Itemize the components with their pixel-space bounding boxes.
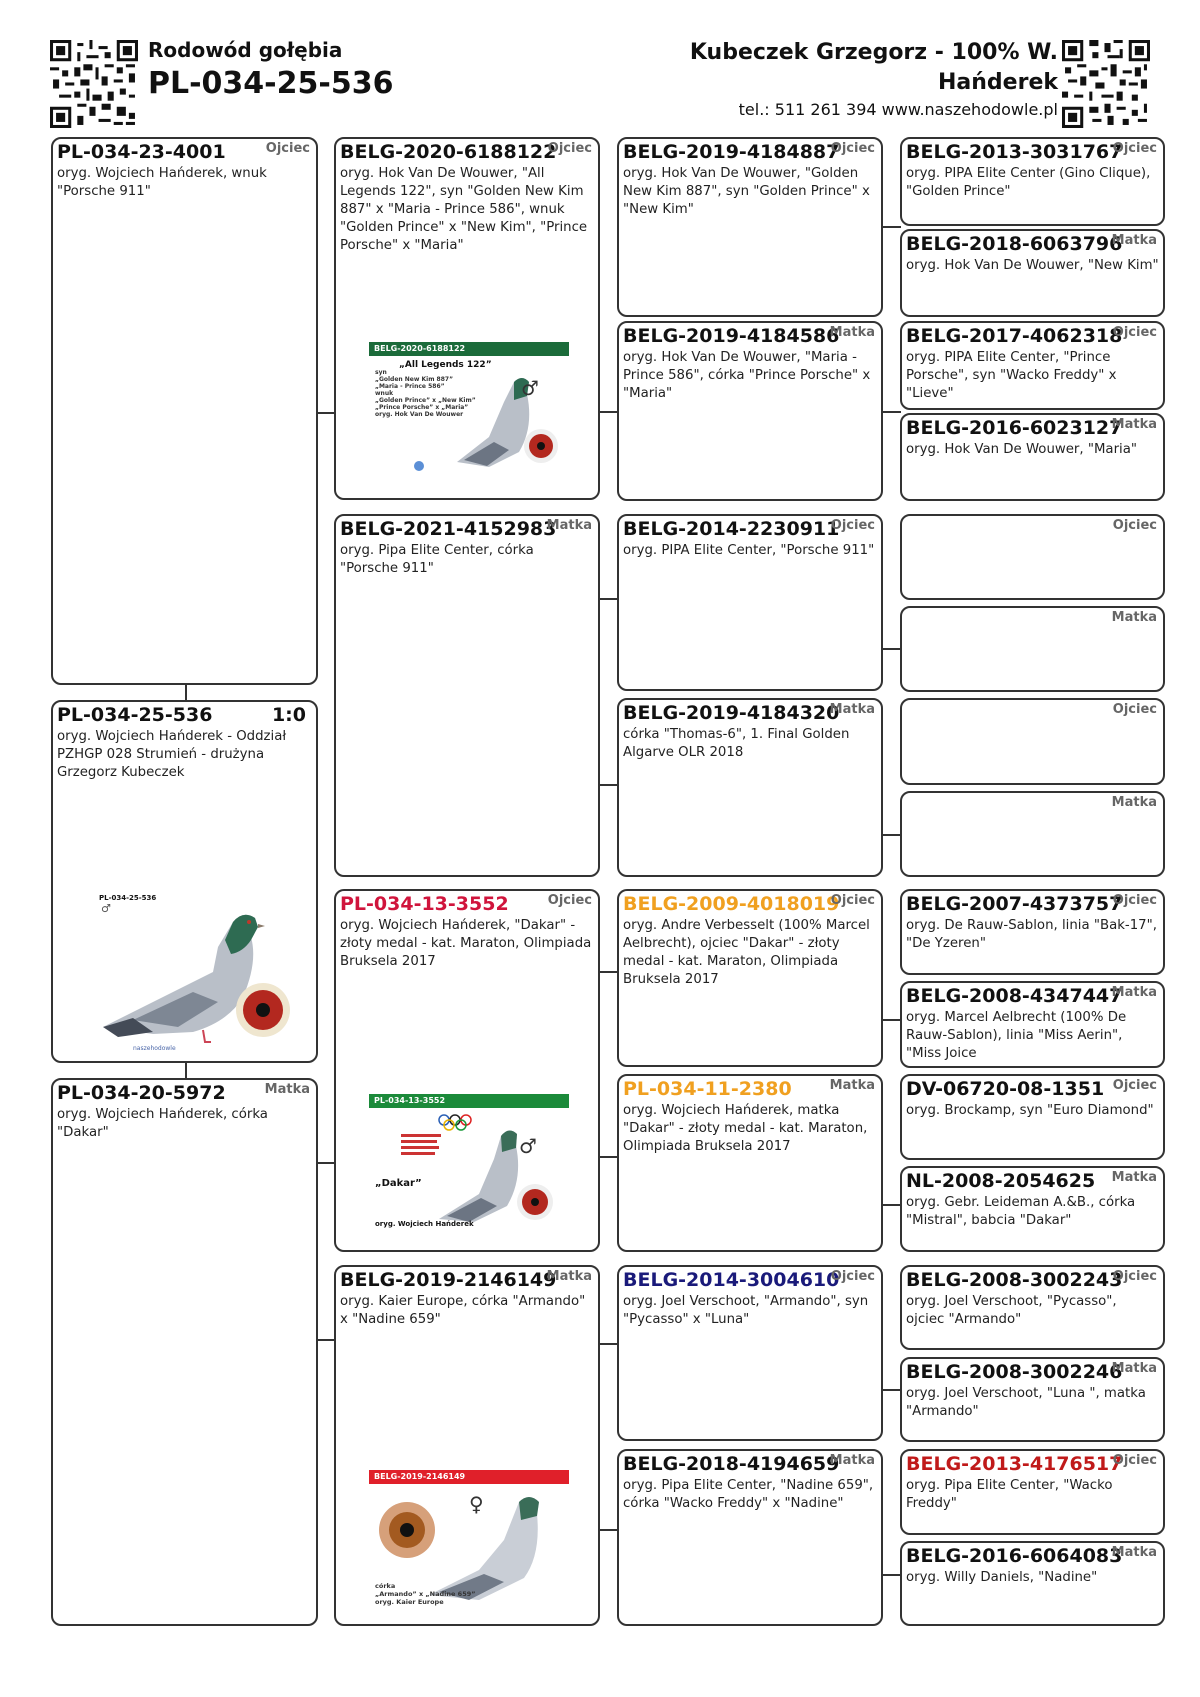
origin-description: oryg. PIPA Elite Center, "Porsche 911" [623, 543, 875, 558]
role-label: Matka [1111, 1545, 1157, 1560]
banner-label: BELG-2019-2146149 [374, 1472, 466, 1481]
contact-info: tel.: 511 261 394 www.naszehodowle.pl [738, 100, 1058, 119]
ring-number: BELG-2019-4184586 [623, 325, 840, 347]
score-label: 1:0 [271, 704, 306, 726]
pedigree-card-subject[interactable] [51, 700, 318, 1063]
ring-number: PL-034-11-2380 [623, 1078, 792, 1100]
pedigree-card-g4-3[interactable] [900, 321, 1165, 410]
origin-description: oryg. Wojciech Hańderek, matka "Dakar" - złoty medal - kat. Maraton, Olimpiada Bruksela 2017 [623, 1103, 868, 1154]
ring-number: BELG-2014-3004610 [623, 1269, 840, 1291]
role-label: Matka [829, 1453, 875, 1468]
photo-line: „Golden New Kim 887” [375, 376, 454, 383]
role-label: Ojciec [1112, 1453, 1157, 1468]
origin-description: oryg. Marcel Aelbrecht (100% De Rauw-Sablon), linia "Miss Aerin", "Miss Joice [906, 1010, 1127, 1061]
role-label: Matka [546, 1269, 592, 1284]
ring-number: BELG-2008-3002243 [906, 1269, 1123, 1291]
photo-line: oryg. Hok Van De Wouwer [375, 411, 464, 418]
ring-number: BELG-2018-4194659 [623, 1453, 840, 1475]
origin-description: oryg. PIPA Elite Center (Gino Clique), "Golden Prince" [906, 166, 1151, 199]
pedigree-card-g4-9[interactable] [900, 889, 1165, 975]
origin-description: oryg. PIPA Elite Center, "Prince Porsche", syn "Wacko Freddy" x "Lieve" [906, 350, 1117, 401]
ring-number: BELG-2007-4373757 [906, 893, 1123, 915]
qr-code-left [50, 40, 138, 128]
pedigree-card-g4-15[interactable] [900, 1449, 1165, 1535]
ring-number: NL-2008-2054625 [906, 1170, 1096, 1192]
photo-line: syn [375, 369, 387, 376]
pedigree-card-g3-6[interactable] [617, 1074, 883, 1252]
qr-code-left-graphic [50, 40, 138, 128]
role-label: Ojciec [265, 141, 310, 156]
banner-label: PL-034-13-3552 [374, 1096, 446, 1105]
pedigree-card-g3-7[interactable] [617, 1265, 883, 1441]
pedigree-card-g2-2[interactable] [334, 514, 600, 877]
ring-number: DV-06720-08-1351 [906, 1078, 1105, 1100]
role-label: Ojciec [830, 518, 875, 533]
pedigree-card-g2-3[interactable] [334, 889, 600, 1252]
ring-number: BELG-2021-4152983 [340, 518, 557, 540]
origin-description: oryg. Brockamp, syn "Euro Diamond" [906, 1103, 1154, 1118]
pedigree-card-g4-16[interactable] [900, 1541, 1165, 1626]
origin-description: oryg. Joel Verschoot, "Pycasso", ojciec "Armando" [906, 1294, 1117, 1327]
origin-description: oryg. Hok Van De Wouwer, "Maria - Prince 586", córka "Prince Porsche" x "Maria" [623, 350, 871, 401]
role-label: Ojciec [547, 141, 592, 156]
male-icon: ♂ [519, 1134, 537, 1158]
ring-number: BELG-2008-3002246 [906, 1361, 1123, 1383]
ring-number: BELG-2013-4176517 [906, 1453, 1123, 1475]
role-label: Ojciec [1112, 325, 1157, 340]
photo-line: córka [375, 1582, 396, 1590]
origin-description: oryg. Hok Van De Wouwer, "All Legends 122", syn "Golden New Kim 887" x "Maria - Prince 586", wnuk "Golden Prince" x "New Kim", "Prince Porsche" x "Maria" [340, 166, 588, 253]
origin-description: oryg. Hok Van De Wouwer, "Golden New Kim 887", syn "Golden Prince" x "New Kim" [623, 166, 870, 217]
role-label: Ojciec [1112, 1269, 1157, 1284]
pedigree-card-sire[interactable] [51, 137, 318, 685]
role-label: Ojciec [1112, 518, 1157, 533]
origin-description: oryg. Hok Van De Wouwer, "Maria" [906, 442, 1138, 457]
pedigree-card-g2-4[interactable] [334, 1265, 600, 1626]
origin-description: oryg. Hok Van De Wouwer, "New Kim" [906, 258, 1159, 273]
photo-caption: PL-034-25-536 [99, 894, 157, 902]
male-icon: ♂ [521, 376, 539, 400]
pedigree-card-g4-4[interactable] [900, 413, 1165, 501]
ring-number: BELG-2019-4184320 [623, 702, 840, 724]
pigeon-card-image [369, 1094, 569, 1232]
role-label: Matka [1111, 985, 1157, 1000]
pedigree-card-g4-10[interactable] [900, 981, 1165, 1068]
female-icon: ♀ [469, 1492, 484, 1516]
ring-number: BELG-2009-4018019 [623, 893, 840, 915]
role-label: Ojciec [1112, 141, 1157, 156]
origin-description: oryg. Kaier Europe, córka "Armando" x "Nadine 659" [340, 1294, 586, 1327]
photo-line: „Golden Prince” x „New Kim” [375, 397, 476, 404]
pedigree-card-g4-1[interactable] [900, 137, 1165, 226]
origin-description: oryg. Pipa Elite Center, córka "Porsche 911" [340, 543, 534, 576]
photo-line: „Armando” x „Nadine 659” [375, 1590, 476, 1598]
origin-description: oryg. Pipa Elite Center, "Nadine 659", córka "Wacko Freddy" x "Nadine" [623, 1478, 874, 1511]
origin-description: oryg. Andre Verbesselt (100% Marcel Aelbrecht), ojciec "Dakar" - złoty medal - kat. Maraton, Olimpiada Bruksela 2017 [623, 918, 870, 987]
ring-number: BELG-2017-4062318 [906, 325, 1123, 347]
photo-line: „Prince Porsche” x „Maria” [375, 404, 469, 411]
ring-number: PL-034-20-5972 [57, 1082, 226, 1104]
ring-number: PL-034-25-536 [57, 704, 213, 726]
origin-description: oryg. Wojciech Hańderek, córka "Dakar" [57, 1107, 268, 1140]
pedigree-card-g3-3[interactable] [617, 514, 883, 691]
ring-number: PL-034-23-4001 [57, 141, 226, 163]
ring-number: BELG-2019-4184887 [623, 141, 840, 163]
pedigree-card-g4-2[interactable] [900, 229, 1165, 317]
banner-label: BELG-2020-6188122 [374, 344, 466, 353]
qr-code-right-graphic [1062, 40, 1150, 128]
role-label: Matka [1111, 795, 1157, 810]
pedigree-card-g4-5[interactable] [900, 514, 1165, 600]
role-label: Matka [1111, 1170, 1157, 1185]
role-label: Ojciec [547, 893, 592, 908]
pigeon-image [369, 1094, 569, 1232]
ring-number: BELG-2014-2230911 [623, 518, 840, 540]
breeder-name-line2: Hańderek [938, 70, 1058, 95]
photo-line: wnuk [375, 390, 394, 397]
origin-description: oryg. De Rauw-Sablon, linia "Bak-17", "De Yzeren" [906, 918, 1157, 951]
pedigree-card-g4-12[interactable] [900, 1166, 1165, 1252]
role-label: Matka [1111, 1361, 1157, 1376]
pedigree-card-g4-11[interactable] [900, 1074, 1165, 1160]
origin-description: oryg. Wojciech Hańderek, wnuk "Porsche 911" [57, 166, 267, 199]
origin-description: oryg. Wojciech Hańderek - Oddział PZHGP 028 Strumień - drużyna Grzegorz Kubeczek [57, 729, 287, 780]
ring-number: BELG-2016-6064083 [906, 1545, 1123, 1567]
pedigree-card-g4-8[interactable] [900, 791, 1165, 877]
photo-line: „Maria - Prince 586” [375, 383, 445, 390]
pedigree-card-g3-2[interactable] [617, 321, 883, 501]
role-label: Matka [829, 325, 875, 340]
breeder-name: Kubeczek Grzegorz - 100% W. [689, 40, 1058, 65]
origin-description: oryg. Pipa Elite Center, "Wacko Freddy" [906, 1478, 1113, 1511]
role-label: Matka [264, 1082, 310, 1097]
pigeon-card-image [369, 342, 569, 480]
svg-text:naszehodowle: naszehodowle [133, 1045, 176, 1052]
role-label: Matka [1111, 233, 1157, 248]
pedigree-card-g4-7[interactable] [900, 698, 1165, 785]
origin-description: oryg. Joel Verschoot, "Luna ", matka "Armando" [906, 1386, 1146, 1419]
photo-name: „Dakar” [375, 1178, 422, 1189]
subject-pigeon-photo [93, 892, 293, 1052]
pedigree-card-g3-5[interactable] [617, 889, 883, 1067]
pedigree-card-g3-8[interactable] [617, 1449, 883, 1626]
photo-name: „All Legends 122” [399, 360, 492, 370]
role-label: Matka [1111, 417, 1157, 432]
pedigree-card-g4-13[interactable] [900, 1265, 1165, 1350]
role-label: Matka [829, 702, 875, 717]
pedigree-card-g3-1[interactable] [617, 137, 883, 317]
role-label: Matka [546, 518, 592, 533]
ring-number: BELG-2018-6063796 [906, 233, 1123, 255]
photo-lines [375, 1582, 476, 1606]
origin-description: córka "Thomas-6", 1. Final Golden Algarve OLR 2018 [623, 727, 850, 760]
role-label: Matka [829, 1078, 875, 1093]
origin-description: oryg. Wojciech Hańderek, "Dakar" - złoty medal - kat. Maraton, Olimpiada Bruksela 2017 [340, 918, 592, 969]
role-label: Ojciec [1112, 1078, 1157, 1093]
origin-description: oryg. Joel Verschoot, "Armando", syn "Pycasso" x "Luna" [623, 1294, 869, 1327]
male-icon: ♂ [101, 902, 111, 915]
pigeon-image [93, 892, 293, 1052]
pedigree-card-g4-6[interactable] [900, 606, 1165, 692]
photo-line: oryg. Kaier Europe [375, 1598, 444, 1606]
ring-number: BELG-2008-4347447 [906, 985, 1123, 1007]
qr-code-right [1062, 40, 1150, 128]
role-label: Ojciec [1112, 702, 1157, 717]
page-subtitle: Rodowód gołębia [148, 38, 343, 62]
pigeon-card-image [369, 1470, 569, 1608]
role-label: Matka [1111, 610, 1157, 625]
photo-lines [375, 369, 476, 418]
ring-number: BELG-2020-6188122 [340, 141, 557, 163]
origin-description: oryg. Gebr. Leideman A.&B., córka "Mistral", babcia "Dakar" [906, 1195, 1136, 1228]
ring-number: BELG-2016-6023127 [906, 417, 1123, 439]
pedigree-card-g4-14[interactable] [900, 1357, 1165, 1442]
page-title: PL-034-25-536 [148, 66, 394, 101]
role-label: Ojciec [1112, 893, 1157, 908]
pedigree-card-g2-1[interactable] [334, 137, 600, 500]
role-label: Ojciec [830, 1269, 875, 1284]
ring-number: PL-034-13-3552 [340, 893, 509, 915]
pedigree-card-dam[interactable] [51, 1078, 318, 1626]
photo-origin: oryg. Wojciech Hańderek [375, 1220, 474, 1228]
ring-number: BELG-2019-2146149 [340, 1269, 557, 1291]
origin-description: oryg. Willy Daniels, "Nadine" [906, 1570, 1098, 1585]
pedigree-card-g3-4[interactable] [617, 698, 883, 877]
role-label: Ojciec [830, 893, 875, 908]
ring-number: BELG-2013-3031767 [906, 141, 1123, 163]
role-label: Ojciec [830, 141, 875, 156]
